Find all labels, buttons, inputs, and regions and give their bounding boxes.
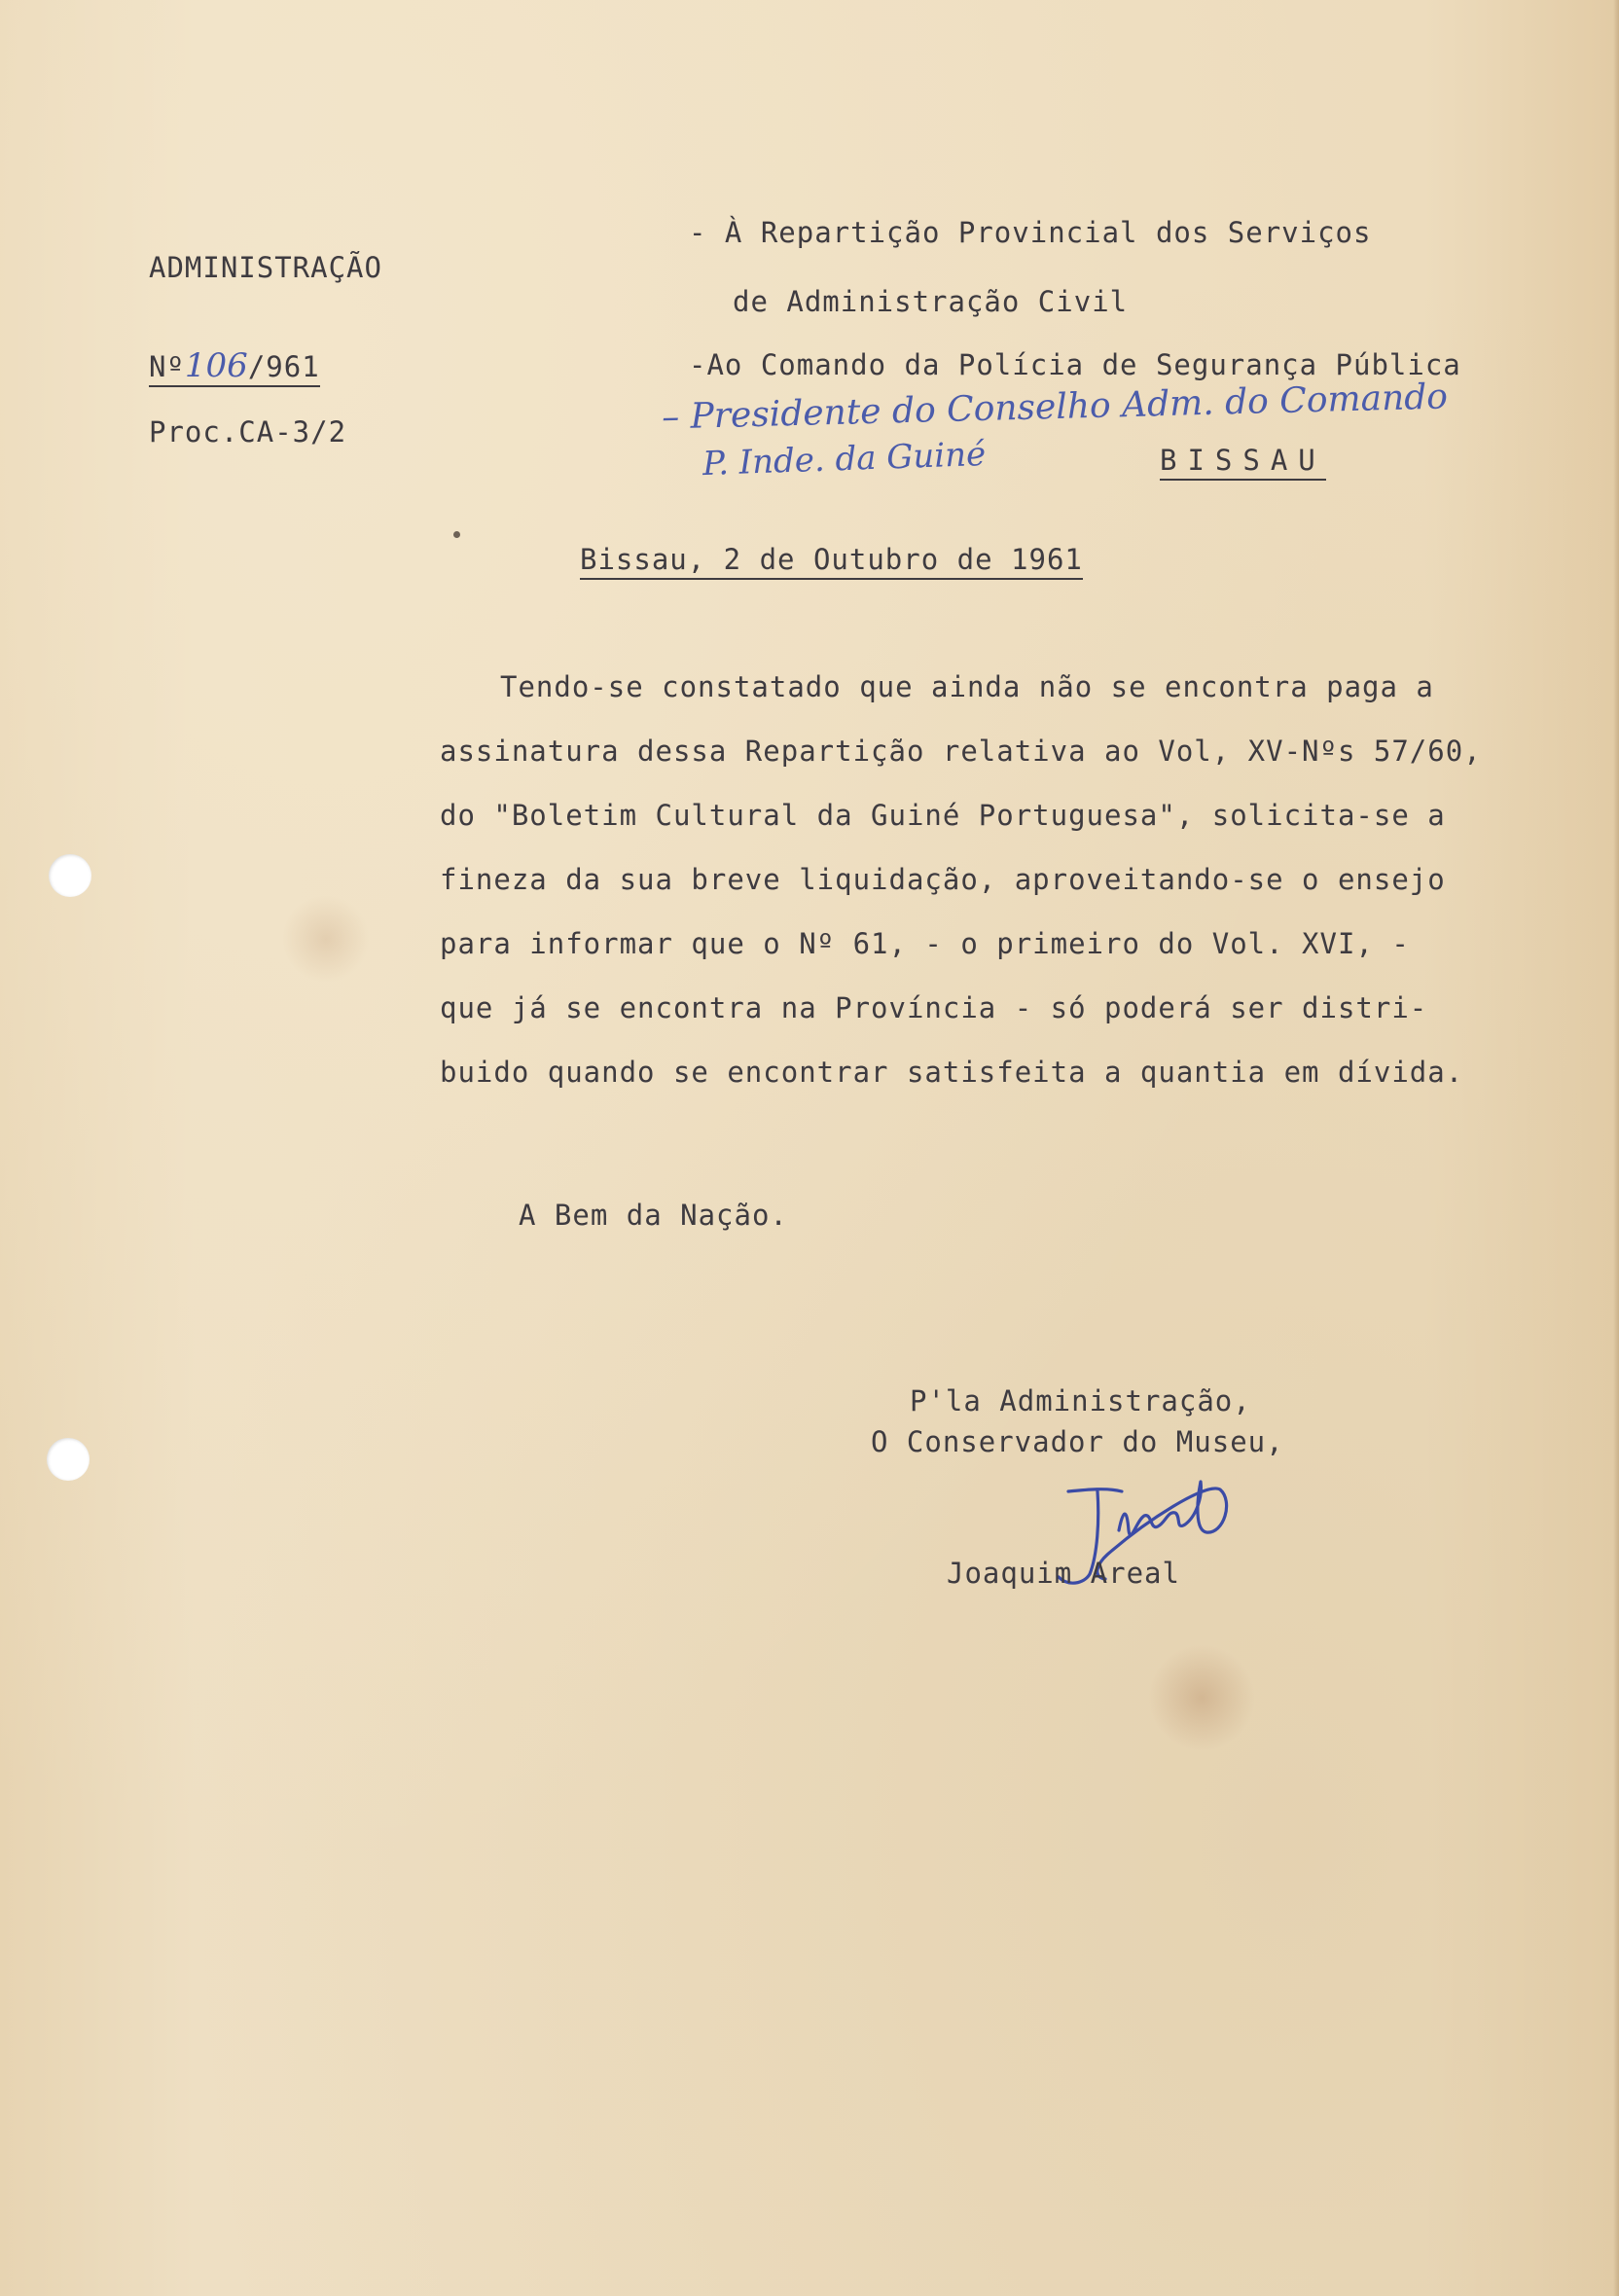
punch-hole-top	[49, 854, 91, 897]
signature-title-line: O Conservador do Museu,	[871, 1425, 1284, 1458]
addressee-line-1: - À Repartição Provincial dos Serviços	[689, 216, 1372, 249]
paper-stain	[282, 895, 370, 983]
addressee-line-2: de Administração Civil	[733, 285, 1129, 318]
handwritten-addressee-line-1: – Presidente do Conselho Adm. do Comando	[661, 377, 1449, 438]
addressee-city: BISSAU	[1160, 444, 1326, 481]
reference-prefix: Nº	[149, 350, 185, 383]
body-paragraph-line: do "Boletim Cultural da Guiné Portuguesa", solicita-se a	[440, 799, 1446, 832]
office-heading: ADMINISTRAÇÃO	[149, 251, 382, 284]
reference-suffix: /961	[247, 350, 320, 383]
date-line: Bissau, 2 de Outubro de 1961	[580, 543, 1083, 580]
process-reference: Proc.CA-3/2	[149, 415, 347, 448]
handwritten-addressee-line-2: P. Inde. da Guiné	[702, 434, 987, 484]
paper-edge	[1613, 0, 1619, 2296]
punch-hole-bottom	[47, 1438, 90, 1481]
addressee-line-3: -Ao Comando da Polícia de Segurança Pública	[689, 348, 1461, 381]
ink-dot	[453, 531, 460, 538]
reference-number-underlined	[149, 346, 320, 387]
body-paragraph-line: Tendo-se constatado que ainda não se encontra paga a	[500, 670, 1434, 703]
body-paragraph-line: assinatura dessa Repartição relativa ao Vol, XV-Nºs 57/60,	[440, 735, 1482, 768]
body-paragraph-line: que já se encontra na Província - só poderá ser distri-	[440, 991, 1428, 1024]
body-paragraph-line: fineza da sua breve liquidação, aproveitando-se o ensejo	[440, 863, 1446, 896]
closing-salutation: A Bem da Nação.	[519, 1199, 788, 1232]
letter-body	[440, 667, 1539, 1117]
paper-stain	[1148, 1644, 1255, 1751]
signatory-name: Joaquim Areal	[947, 1557, 1180, 1590]
signature-office-line: P'la Administração,	[910, 1384, 1251, 1417]
body-paragraph-line: buido quando se encontrar satisfeita a quantia em dívida.	[440, 1056, 1464, 1089]
handwritten-number: 106	[184, 346, 248, 385]
body-paragraph-line: para informar que o Nº 61, - o primeiro do Vol. XVI, -	[440, 927, 1410, 960]
reference-number	[149, 346, 320, 385]
